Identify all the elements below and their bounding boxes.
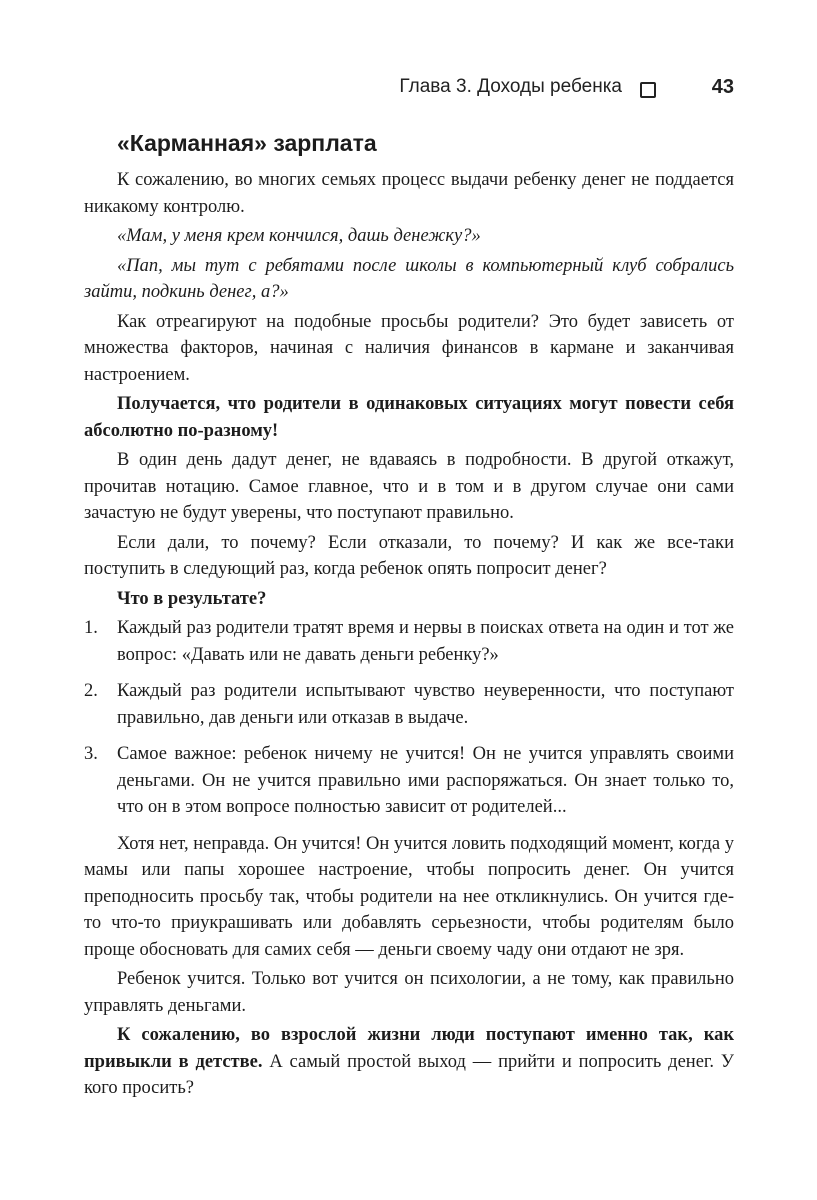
paragraph-rest: А самый простой выход — прийти и попросить денег. У кого просить?	[84, 1051, 734, 1098]
body-text	[84, 167, 734, 1105]
paragraph: Хотя нет, неправда. Он учится! Он учится ловить подходящий момент, когда у мамы или папы хорошее настроение, чтобы попросить денег. Он учится преподносить просьбу так, чтобы родители на нее откликнулись. Он учится где-то что-то приукрашивать или добавлять серьезности, чтобы родителям было проще обосновать для самих себя — деньги своему чаду они отдают не зря.	[84, 833, 734, 960]
paragraph	[84, 1022, 734, 1102]
list-number: 2.	[84, 681, 98, 701]
paragraph: Как отреагируют на подобные просьбы родители? Это будет зависеть от множества факторов, начиная с наличия финансов в кармане и заканчивая настроением.	[84, 311, 734, 385]
list-number: 3.	[84, 744, 98, 764]
paragraph: В один день дадут денег, не вдаваясь в подробности. В другой откажут, прочитав нотацию. Самое главное, что и в том и в другом случае они сами зачастую не будут уверены, что поступают правильно.	[84, 450, 734, 523]
running-header	[84, 76, 734, 104]
section-title: «Карманная» зарплата	[117, 130, 377, 156]
list-item-text: Самое важное: ребенок ничему не учится! Он не учится управлять своими деньгами. Он не учится правильно ими распоряжаться. Он знает только то, что он в этом вопросе полностью зависит от родителей...	[117, 744, 734, 817]
list-item-text: Каждый раз родители испытывают чувство неуверенности, что поступают правильно, дав деньги или отказав в выдаче.	[117, 681, 734, 728]
bold-paragraph: Получается, что родители в одинаковых ситуациях могут повести себя абсолютно по-разному!	[84, 394, 734, 441]
paragraph: К сожалению, во многих семьях процесс выдачи ребенку денег не поддается никакому контролю.	[84, 170, 734, 217]
numbered-list	[84, 615, 734, 821]
quote-paragraph: «Пап, мы тут с ребятами после школы в компьютерный клуб собрались зайти, подкинь денег, а?»	[84, 255, 734, 302]
quote-paragraph: «Мам, у меня крем кончился, дашь денежку?»	[117, 226, 481, 246]
list-item	[84, 741, 734, 821]
paragraph: Если дали, то почему? Если отказали, то почему? И как же все-таки поступить в следующий раз, когда ребенок опять попросит денег?	[84, 532, 734, 579]
checkbox-square-icon	[640, 82, 656, 98]
list-item	[84, 678, 734, 731]
bold-paragraph: Что в результате?	[117, 588, 267, 609]
list-item	[84, 615, 734, 668]
list-item-text: Каждый раз родители тратят время и нервы в поисках ответа на один и тот же вопрос: «Давать или не давать деньги ребенку?»	[117, 618, 734, 665]
list-number: 1.	[84, 618, 98, 638]
chapter-title: Глава 3. Доходы ребенка	[399, 76, 622, 97]
bold-lead-sentence: К сожалению, во взрослой жизни люди поступают именно так, как привыкли в детстве.	[84, 1025, 734, 1072]
page-number: 43	[711, 76, 734, 98]
paragraph: Ребенок учится. Только вот учится он психологии, а не тому, как правильно управлять деньгами.	[84, 969, 734, 1016]
